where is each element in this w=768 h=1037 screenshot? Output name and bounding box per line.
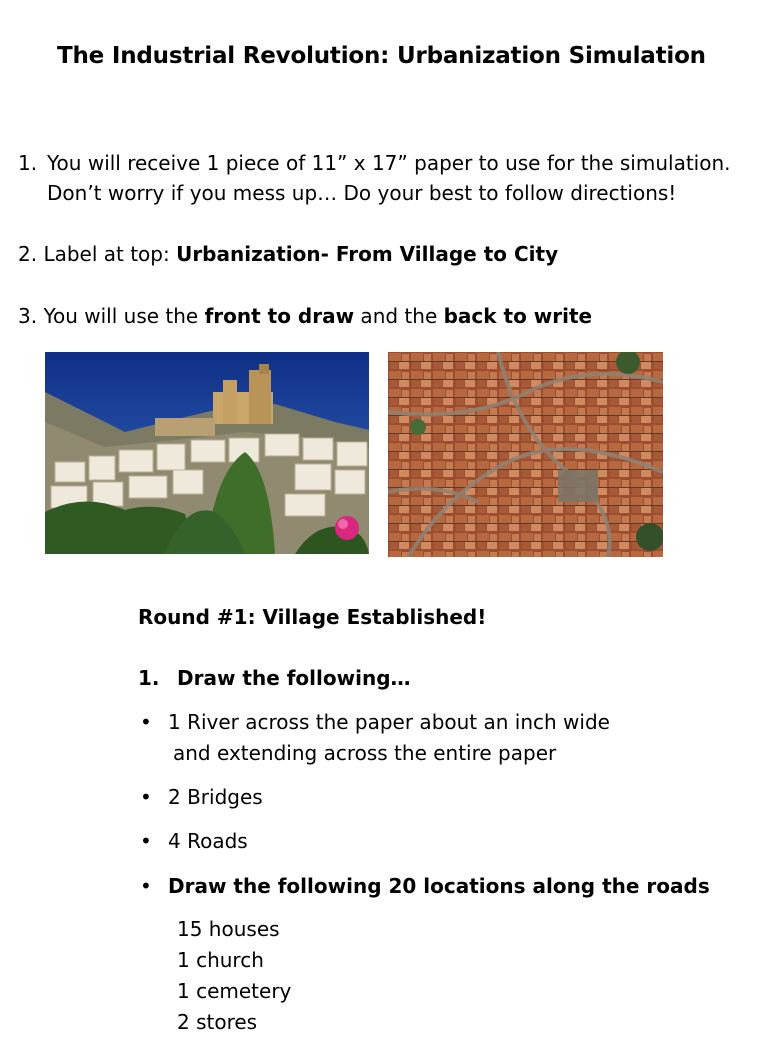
item-1-number: 1. bbox=[18, 151, 38, 175]
item-2-label-text: Urbanization- From Village to City bbox=[176, 242, 559, 266]
bullet-marker: • bbox=[140, 710, 152, 734]
item-3 bbox=[18, 301, 592, 331]
item-3-prefix: 3. You will use the bbox=[18, 304, 205, 328]
bullet-roads: 4 Roads bbox=[168, 829, 248, 853]
item-1-line-1: You will receive 1 piece of 11” x 17” paper to use for the simulation. bbox=[47, 151, 731, 175]
castle-hill-village-image bbox=[45, 352, 369, 554]
location-cemetery: 1 cemetery bbox=[177, 979, 292, 1003]
bullet-marker: • bbox=[140, 785, 152, 809]
bullet-marker: • bbox=[140, 829, 152, 853]
bullet-river-line-1: 1 River across the paper about an inch wide bbox=[168, 710, 610, 734]
round-step-text: Draw the following… bbox=[177, 666, 411, 690]
location-church: 1 church bbox=[177, 948, 264, 972]
round-step-number: 1. bbox=[138, 666, 160, 690]
bullet-marker: • bbox=[140, 874, 152, 898]
item-3-back: back to write bbox=[443, 304, 593, 328]
bullet-bridges: 2 Bridges bbox=[168, 785, 263, 809]
bullet-river-line-2: and extending across the entire paper bbox=[173, 741, 557, 765]
location-stores: 2 stores bbox=[177, 1010, 258, 1034]
round-1-heading: Round #1: Village Established! bbox=[138, 605, 487, 629]
page-title: The Industrial Revolution: Urbanization Simulation bbox=[57, 43, 706, 69]
aerial-town-rooftops-photo bbox=[388, 352, 663, 557]
castle-hill-village-photo bbox=[45, 352, 369, 554]
item-3-mid: and the bbox=[354, 304, 444, 328]
item-3-front: front to draw bbox=[204, 304, 355, 328]
bullet-locations-heading: Draw the following 20 locations along the roads bbox=[168, 874, 710, 898]
item-2 bbox=[18, 239, 558, 269]
aerial-town-image bbox=[388, 352, 663, 557]
item-2-prefix: 2. Label at top: bbox=[18, 242, 177, 266]
item-1-line-2: Don’t worry if you mess up… Do your best to follow directions! bbox=[47, 181, 677, 205]
location-houses: 15 houses bbox=[177, 917, 280, 941]
